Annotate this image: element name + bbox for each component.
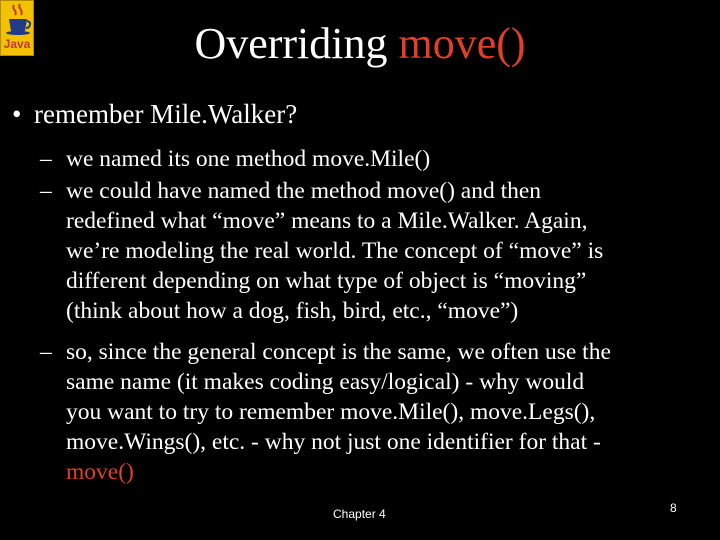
sub-bullet-line: you want to try to remember move.Mile(), move.Legs(), (66, 399, 596, 425)
sub-bullet-accent-line: move() (66, 459, 134, 485)
java-logo-text: Java (3, 37, 31, 51)
sub-bullet-line: same name (it makes coding easy/logical) - why would (66, 369, 585, 395)
sub-bullet-line: we’re modeling the real world. The concept of “move” is (66, 238, 604, 264)
sub-bullet-line: redefined what “move” means to a Mile.Walker. Again, (66, 208, 588, 234)
footer-chapter: Chapter 4 (333, 507, 386, 521)
title-accent: move() (398, 19, 526, 68)
sub-bullet-1 (40, 144, 720, 174)
slide-title (0, 16, 720, 72)
bullet-marker: • (12, 99, 22, 129)
sub-bullet-line: we could have named the method move() and then (66, 178, 542, 204)
sub-bullet-line: move.Wings(), etc. - why not just one identifier for that - (66, 429, 601, 455)
sub-bullet-3 (40, 337, 720, 487)
main-bullet (12, 96, 297, 132)
title-text: Overriding (194, 19, 399, 68)
sub-bullet-line: different depending on what type of object is “moving” (66, 268, 587, 294)
dash-marker: – (40, 146, 52, 172)
footer-page-number: 8 (670, 501, 677, 515)
main-bullet-text: remember Mile.Walker? (34, 99, 298, 129)
sub-bullet-line: we named its one method move.Mile() (66, 146, 431, 172)
dash-marker: – (40, 178, 52, 204)
dash-marker: – (40, 339, 52, 365)
sub-bullet-line: so, since the general concept is the same, we often use the (66, 339, 611, 365)
sub-bullet-line: (think about how a dog, fish, bird, etc., “move”) (66, 298, 519, 324)
sub-bullet-2 (40, 176, 720, 326)
